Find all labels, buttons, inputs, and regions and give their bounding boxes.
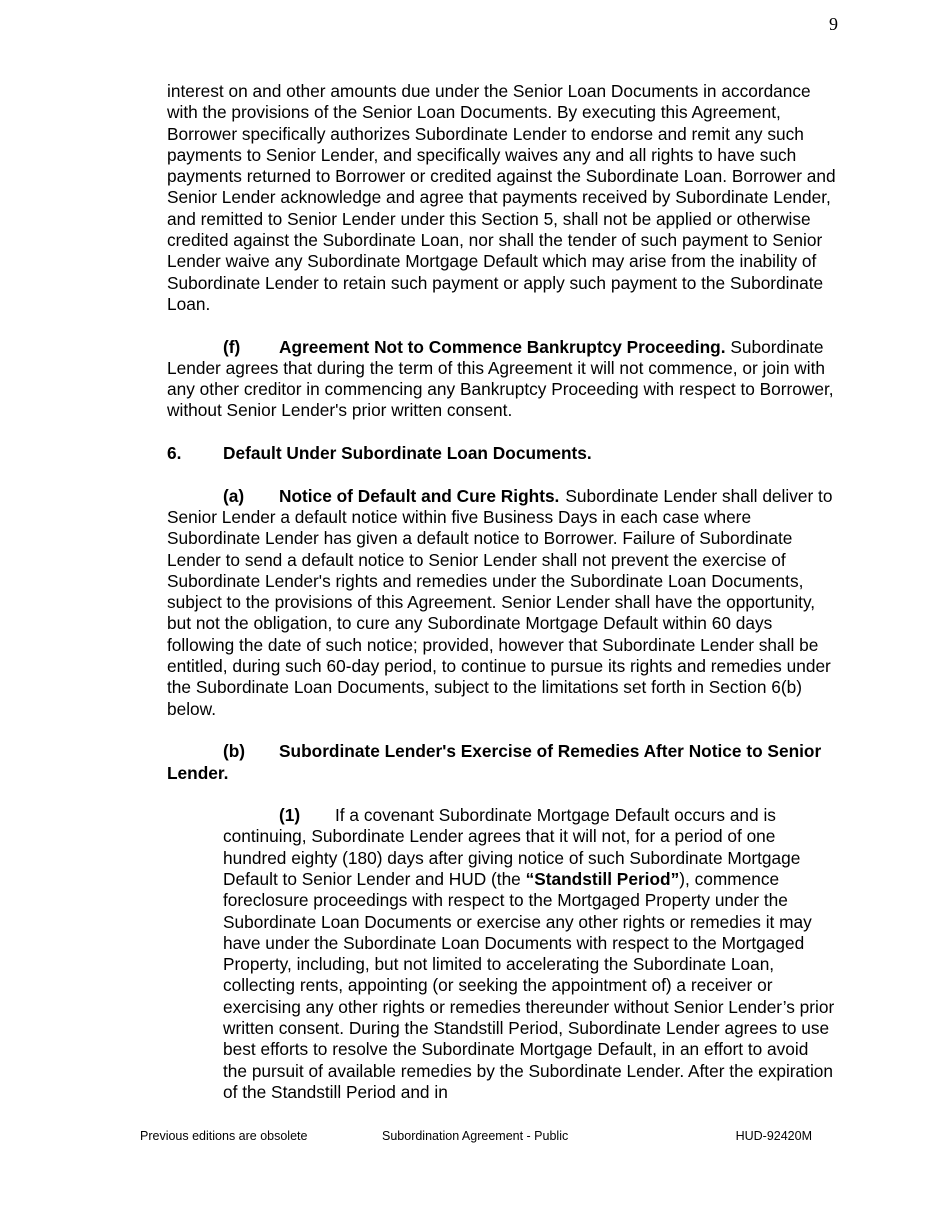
continuation-paragraph: interest on and other amounts due under the Senior Loan Documents in accordance with the provisions of the Senior Loan Documents. By executing this Agreement, Borrower specifically authorizes Subordinate Lender to endorse and remit any such payments to Senior Lender, and specifically waives any and all rights to have such payments returned to Borrower or credited against the Subordinate Loan. Borrower and Senior Lender acknowledge and agree that payments received by Subordinate Lender, and remitted to Senior Lender under this Section 5, shall not be applied or otherwise credited against the Subordinate Loan, nor shall the tender of such payment to Senior Lender waive any Subordinate Mortgage Default which may arise from the inability of Subordinate Lender to retain such payment or apply such payment to the Subordinate Loan. (167, 81, 836, 314)
section-6b1-number: (1) (279, 805, 301, 826)
section-6a-paragraph (167, 486, 837, 720)
section-5f-paragraph (167, 337, 837, 422)
page-number: 9 (829, 14, 838, 34)
section-6-heading: Default Under Subordinate Loan Documents. (223, 443, 592, 464)
document-body (167, 81, 837, 1103)
section-5f-heading: Agreement Not to Commence Bankruptcy Proceeding. (279, 336, 726, 357)
section-6b-number: (b) (223, 741, 246, 762)
section-6a-heading: Notice of Default and Cure Rights. (279, 485, 560, 506)
section-5f-number: (f) (223, 336, 241, 357)
standstill-period-term: “Standstill Period” (525, 868, 680, 889)
section-6b-heading-line (167, 741, 837, 784)
section-6-number: 6. (167, 443, 182, 464)
section-5f-text: Subordinate Lender agrees that during the term of this Agreement it will not commence, or join with any other creditor in commencing any Bankruptcy Proceeding with respect to Borrower, without Senior Lender's prior written consent. (167, 336, 834, 421)
section-6a-number: (a) (223, 485, 245, 506)
section-6b1-text-before: If a covenant Subordinate Mortgage Default occurs and is continuing, Subordinate Lender agrees that it will not, for a period of one hundred eighty (180) days after giving notice of such Subordinate Mortgage Default to Senior Lender and HUD (the (223, 805, 801, 889)
section-6b-heading: Subordinate Lender's Exercise of Remedies After Notice to Senior Lender. (167, 741, 822, 783)
footer-left: Previous editions are obsolete (140, 1129, 308, 1143)
section-6b1-text-after: ), commence foreclosure proceedings with respect to the Mortgaged Property under the Subordinate Loan Documents or exercise any other rights or remedies it may have under the Subordinate Loan Documents with respect to the Mortgaged Property, including, but not limited to accelerating the Subordinate Loan, collecting rents, appointing (or seeking the appointment of) a receiver or exercising any other rights or remedies thereunder without Senior Lender’s prior written consent. During the Standstill Period, Subordinate Lender agrees to use best efforts to resolve the Subordinate Mortgage Default, in an effort to avoid the pursuit of available remedies by the Subordinate Lender. After the expiration of the Standstill Period and in (223, 868, 835, 1102)
section-6b1-paragraph (223, 805, 837, 1103)
section-6a-text: Subordinate Lender shall deliver to Senior Lender a default notice within five Business Days in each case where Subordinate Lender has given a default notice to Borrower. Failure of Subordinate Lender to send a default notice to Senior Lender shall not prevent the exercise of Subordinate Lender's rights and remedies under the Subordinate Loan Documents, subject to the provisions of this Agreement. Senior Lender shall have the opportunity, but not the obligation, to cure any Subordinate Mortgage Default within 60 days following the date of such notice; provided, however that Subordinate Lender shall be entitled, during such 60-day period, to continue to pursue its rights and remedies under the Subordinate Loan Documents, subject to the limitations set forth in Section 6(b) below. (167, 485, 833, 719)
footer-center: Subordination Agreement - Public (382, 1129, 569, 1143)
footer-right: HUD-92420M (735, 1129, 812, 1143)
section-6-heading-line (167, 443, 837, 464)
